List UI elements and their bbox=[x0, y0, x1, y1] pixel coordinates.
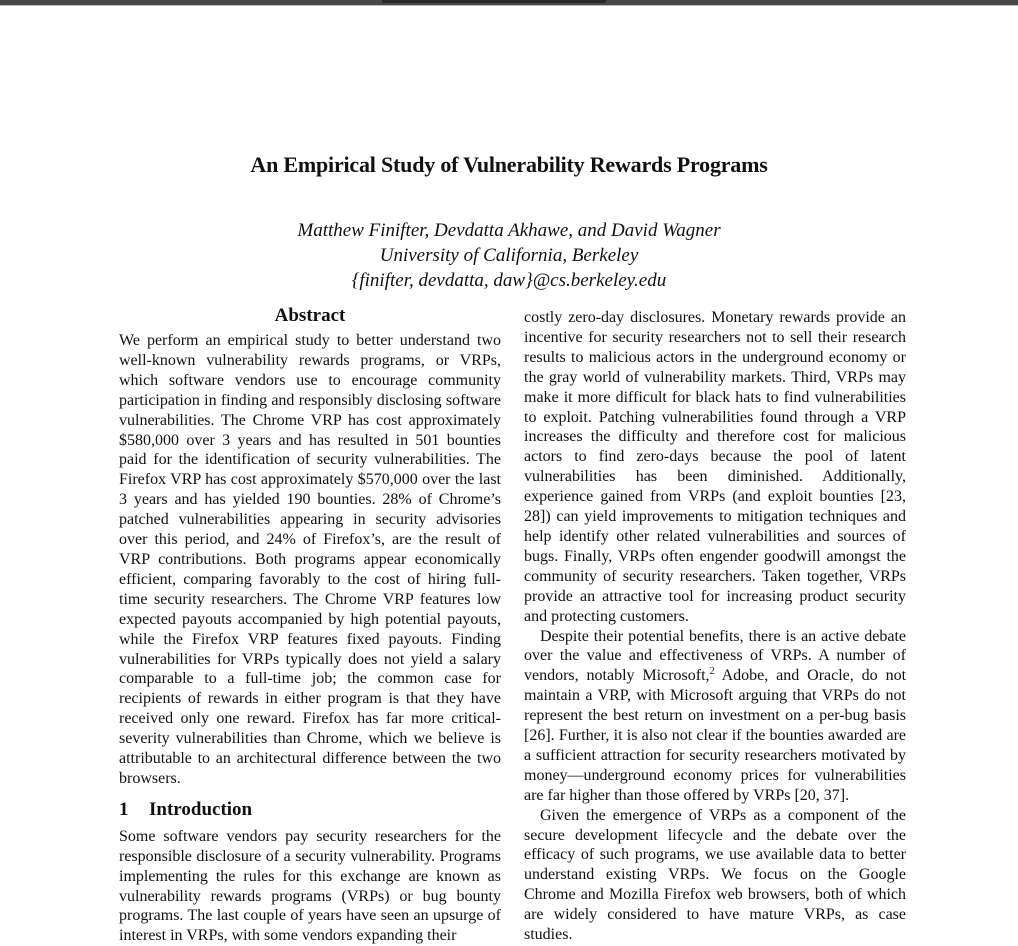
body-paragraph-debate bbox=[524, 627, 906, 806]
paragraph-text: Adobe, and Oracle, do not maintain a VRP, with Microsoft arguing that VRPs do not represent the best return on investment on a per-bug basis [26]. Further, it is also not clear if the bounties awarded are a sufficient attraction for security researchers motivated by money—underground economy prices for vulnerabilities are far higher than those offered by VRPs [20, 37]. bbox=[524, 667, 907, 804]
body-paragraph-focus: Given the emergence of VRPs as a component of the secure development lifecycle and the debate over the efficacy of such programs, we use available data to better understand existing VRPs. We focus on the Google Chrome and Mozilla Firefox web browsers, both of which are widely considered to have mature VRPs, as case studies. bbox=[524, 806, 906, 944]
section-number: 1 bbox=[119, 798, 129, 820]
author-email: {finifter, devdatta, daw}@cs.berkeley.edu bbox=[351, 270, 667, 291]
author-block bbox=[0, 218, 1018, 293]
author-names: Matthew Finifter, Devdatta Akhawe, and David Wagner bbox=[297, 220, 721, 241]
paper-title: An Empirical Study of Vulnerability Rewards Programs bbox=[250, 152, 768, 177]
scroll-indicator[interactable] bbox=[382, 0, 606, 3]
author-affiliation: University of California, Berkeley bbox=[379, 245, 639, 266]
abstract-heading: Abstract bbox=[274, 305, 346, 326]
paragraph-text: Despite their potential benefits, there is an active debate over the value and effectiveness of VRPs. A number of vendors, notably Microsoft, bbox=[524, 627, 906, 685]
introduction-paragraph: Some software vendors pay security researchers for the responsible disclosure of a security vulnerability. Programs implementing the rules for this exchange are known as vulnerability rewards programs (VRPs) or bug bounty programs. The last couple of years have seen an upsurge of interest in VRPs, with some vendors expanding their bbox=[119, 827, 501, 945]
viewer-top-bar bbox=[0, 0, 1018, 6]
abstract-text: We perform an empirical study to better understand two well-known vulnerability rewards programs, or VRPs, which software vendors use to encourage community participation in finding and responsibly disclosing software vulnerabilities. The Chrome VRP has cost approximately $580,000 over 3 years and has resulted in 501 bounties paid for the identification of security vulnerabilities. The Firefox VRP has cost approximately $570,000 over the last 3 years and has yielded 190 bounties. 28% of Chrome’s patched vulnerabilities appearing in security advisories over this period, and 24% of Firefox’s, are the result of VRP contributions. Both programs appear economically efficient, comparing favorably to the cost of hiring full-time security researchers. The Chrome VRP features low expected payouts accompanied by high potential payouts, while the Firefox VRP features fixed payouts. Finding vulnerabilities for VRPs typically does not yield a salary comparable to a full-time job; the common case for recipients of rewards in either program is that they have received only one reward. Firefox has far more critical-severity vulnerabilities than Chrome, which we believe is attributable to an architectural difference between the two browsers. bbox=[119, 332, 501, 787]
left-column bbox=[119, 305, 501, 946]
body-paragraph: costly zero-day disclosures. Monetary rewards provide an incentive for security researchers not to sell their research results to malicious actors in the underground economy or the gray world of vulnerability markets. Third, VRPs may make it more difficult for black hats to find vulnerabilities to exploit. Patching vulnerabilities found through a VRP increases the difficulty and therefore cost for malicious actors to find zero-days because the pool of latent vulnerabilities has been diminished. Additionally, experience gained from VRPs (and exploit bounties [23, 28]) can yield improvements to mitigation techniques and help identify other related vulnerabilities and sources of bugs. Finally, VRPs often engender goodwill amongst the community of security researchers. Taken together, VRPs provide an attractive tool for increasing product security and protecting customers. bbox=[524, 309, 906, 625]
footnote-marker[interactable]: 2 bbox=[709, 666, 715, 678]
section-heading-introduction bbox=[119, 799, 501, 821]
right-column bbox=[524, 308, 906, 945]
section-title: Introduction bbox=[149, 798, 253, 820]
